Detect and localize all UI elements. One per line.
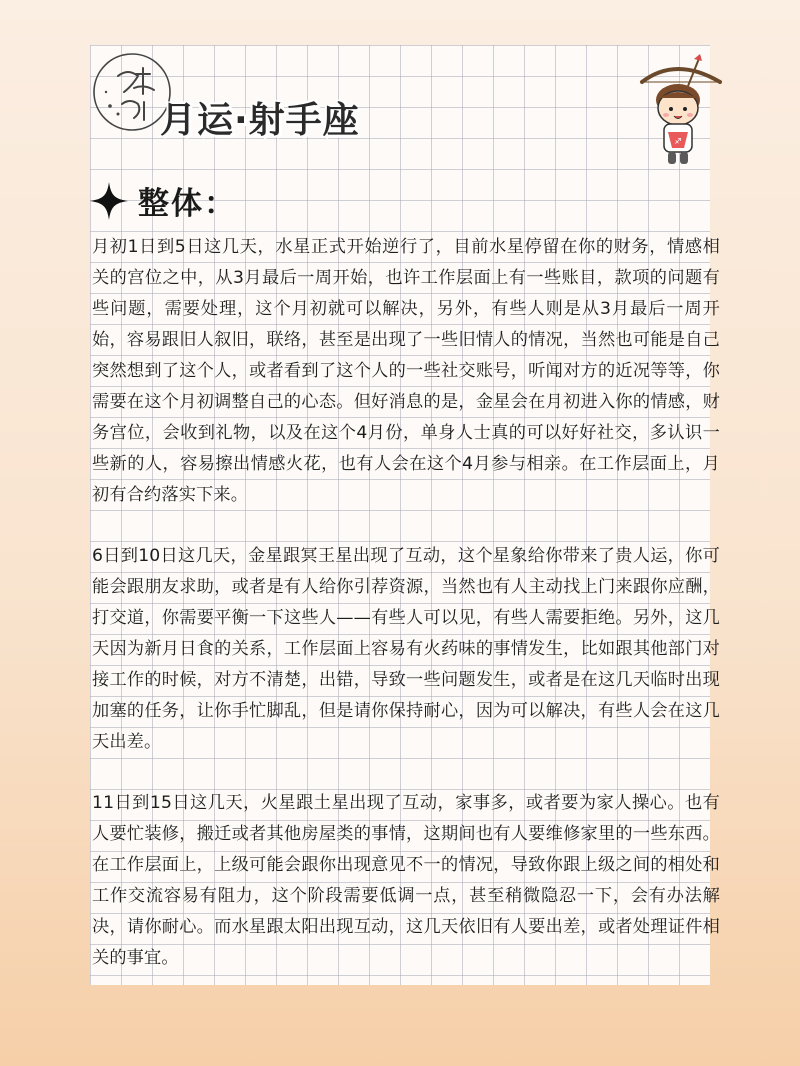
title-area bbox=[160, 92, 360, 143]
section-title: 整体： bbox=[138, 186, 237, 222]
page-title: 月运·射手座 bbox=[160, 100, 360, 141]
paragraph-2: 6日到10日这几天，金星跟冥王星出现了互动，这个星象给你带来了贵人运，你可能会跟朋友求助，或者是有人给你引荐资源，当然也有人主动找上门来跟你应酬，打交道，你需要平衡一下这些人——有些人可以见，有些人需要拒绝。另外，这几天因为新月日食的关系，工作层面上容易有火药味的事情发生，比如跟其他部门对接工作的时候，对方不清楚，出错，导致一些问题发生，或者是在这几天临时出现加塞的任务，让你手忙脚乱，但是请你保持耐心，因为可以解决，有些人会在这几天出差。 bbox=[92, 546, 720, 752]
section-header bbox=[90, 178, 237, 223]
archer-mascot-illustration bbox=[636, 52, 726, 168]
paragraph-3: 11日到15日这几天，火星跟土星出现了互动，家事多，或者要为家人操心。也有人要忙装修，搬迁或者其他房屋类的事情，这期间也有人要维修家里的一些东西。在工作层面上，上级可能会跟你出现意见不一的情况，导致你跟上级之间的相处和工作交流容易有阻力，这个阶段需要低调一点，甚至稍微隐忍一下，会有办法解决，请你耐心。而水星跟太阳出现互动，这几天依旧有人要出差，或者处理证件相关的事宜。 bbox=[92, 793, 720, 968]
svg-text:♐: ♐ bbox=[674, 137, 682, 146]
paragraph-1: 月初1日到5日这几天，水星正式开始逆行了，目前水星停留在你的财务，情感相关的宫位之中，从3月最后一周开始，也许工作层面上有一些账目，款项的问题有些问题，需要处理，这个月初就可以解决，另外，有些人则是从3月最后一周开始，容易跟旧人叙旧，联络，甚至是出现了一些旧情人的情况，当然也可能是自己突然想到了这个人，或者看到了这个人的一些社交账号，听闻对方的近况等等，你需要在这个月初调整自己的心态。但好消息的是，金星会在月初进入你的情感，财务宫位，会收到礼物，以及在这个4月份，单身人士真的可以好好社交，多认识一些新的人，容易擦出情感火花，也有人会在这个4月参与相亲。在工作层面上，月初有合约落实下来。 bbox=[92, 237, 720, 505]
sparkle-icon bbox=[90, 182, 128, 220]
article-body bbox=[92, 232, 720, 1004]
